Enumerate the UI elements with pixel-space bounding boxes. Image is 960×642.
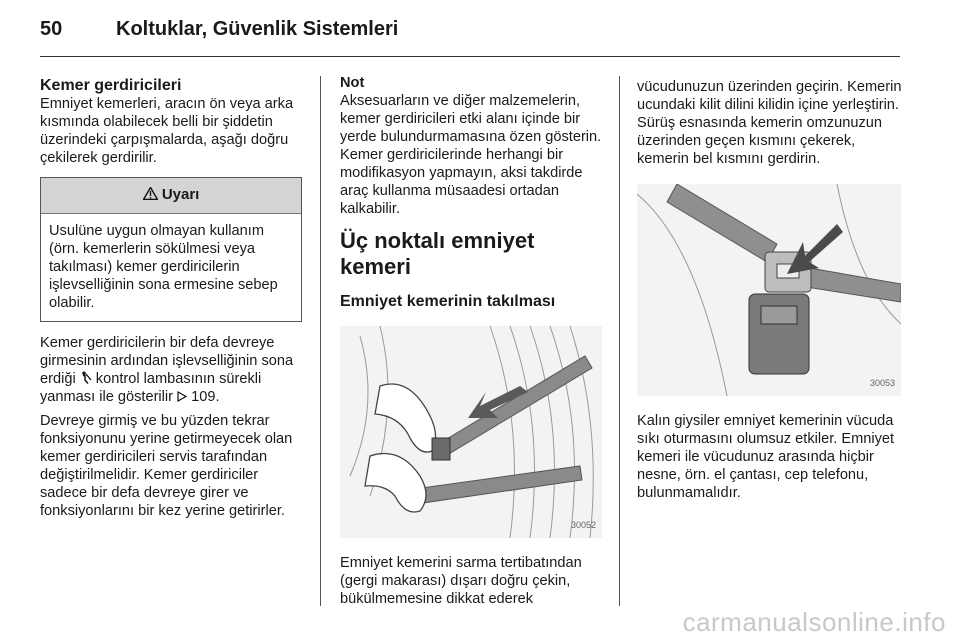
paragraph-control-lamp: Kemer gerdiricilerin bir defa devreye girmesinin ardından işlevselliğinin sona erdiği kontrol lambasının sürekli yanması ile gösterilir 109.	[40, 335, 294, 405]
header-divider	[40, 56, 900, 57]
chapter-title: Koltuklar, Güvenlik Sistemleri	[116, 18, 399, 40]
column-left	[40, 76, 302, 520]
buckle-instructions: vücudunuzun üzerinden geçirin. Kemerin ucundaki kilit dilini kilidin içine yerleştirin. Sürüş esnasında kemerin omzunuzun üzerinden geçen kısmını çekerek, kemerin bel kısmını gerdirin.	[637, 79, 902, 167]
illustration-pulling-belt	[340, 326, 602, 538]
column-divider-2	[619, 76, 620, 606]
watermark: carmanualsonline.info	[682, 607, 946, 637]
airbag-warning-lamp-icon	[80, 371, 92, 387]
section-heading-pretensioners: Kemer gerdiricileri	[40, 77, 182, 94]
warning-triangle-icon	[143, 186, 162, 203]
figure-number: 30053	[869, 378, 895, 388]
illustration-buckling	[637, 184, 901, 396]
page-reference-icon	[177, 389, 187, 405]
column-middle	[340, 74, 606, 608]
buckle-drawing-icon	[637, 184, 901, 396]
page-reference[interactable]: 109.	[191, 389, 220, 405]
column-right	[637, 78, 902, 502]
column-divider-1	[320, 76, 321, 606]
note-title: Not	[340, 75, 365, 91]
warning-title: Uyarı	[161, 186, 200, 203]
page-number: 50	[40, 18, 63, 40]
intro-paragraph: Emniyet kemerleri, aracın ön veya arka kısmında olabilecek belli bir şiddetin üzerindeki çarpışmalarda, aşağı doğru çekilerek gerdirilir.	[40, 96, 294, 166]
figure-caption: Emniyet kemerini sarma tertibatından (gergi makarası) dışarı doğru çekin, bükülmemesine dikkat ederek	[340, 555, 582, 607]
note-text: Aksesuarların ve diğer malzemelerin, kemer gerdiricileri etki alanı içinde bir yerde bulundurmamasına özen gösterin. Kemer gerdiricilerinde herhangi bir modifikasyon yapmayın, aksi takdirde araç kullanma müsaadesi ortadan kalkabilir.	[340, 93, 602, 217]
belt-pull-drawing-icon	[340, 326, 602, 538]
warning-text: Usulüne uygun olmayan kullanım (örn. kemerlerin sökülmesi veya takılması) kemer gerdiricilerin işlevselliğinin sona ermesine sebep olabilir.	[49, 223, 278, 311]
page-header	[40, 18, 398, 41]
subsection-title-fastening: Emniyet kemerinin takılması	[340, 293, 556, 310]
paragraph-replacement: Devreye girmiş ve bu yüzden tekrar fonksiyonunu yerine getirmeyecek olan kemer gerdiricileri servis tarafından değiştirilmelidir. Kemer gerdiriciler sadece bir defa devreye girer ve fonksiyonlarını bir kez yerine getirirler.	[40, 413, 293, 519]
figure-number: 30052	[570, 520, 596, 530]
clothing-warning-paragraph: Kalın giysiler emniyet kemerinin vücuda sıkı oturmasını olumsuz etkiler. Emniyet kemeri ile vücudunuz arasında hiçbir nesne, örn. el çantası, cep telefonu, bulunmamalıdır.	[637, 413, 895, 501]
section-title-three-point-belt: Üç noktalı emniyet kemeri	[340, 228, 535, 279]
warning-box	[40, 177, 302, 322]
warning-header	[41, 178, 301, 214]
